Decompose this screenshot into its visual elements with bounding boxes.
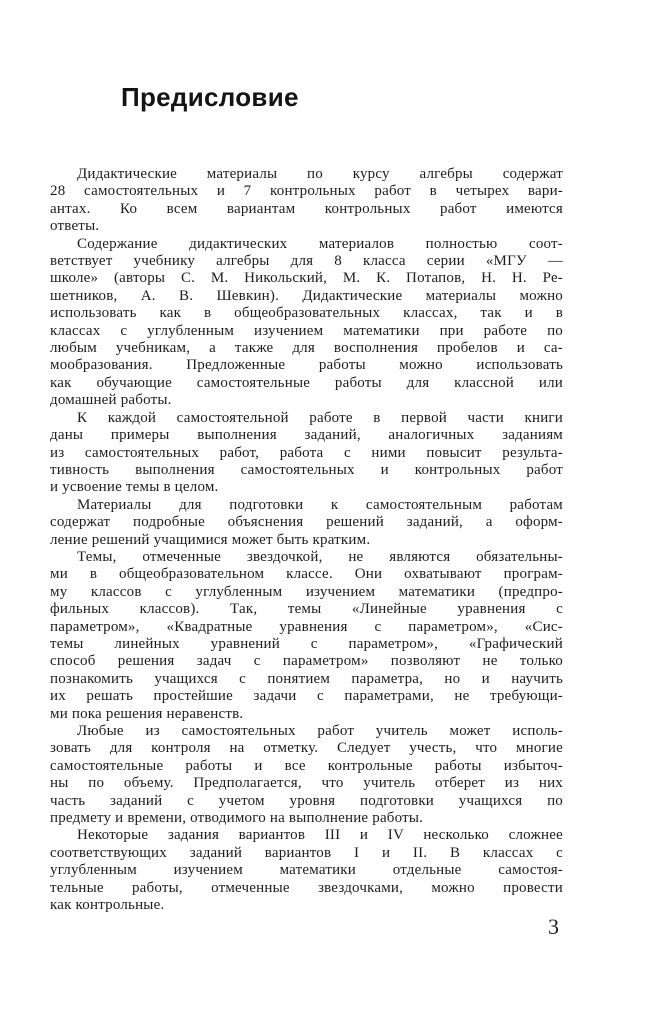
text-line: ны по объему. Предполагается, что учитель отберет из них [50, 775, 563, 792]
text-line: самостоятельные работы и все контрольные работы избыточ- [50, 757, 563, 774]
page-number: 3 [548, 914, 559, 939]
paragraph [50, 166, 563, 236]
text-line: домашней работы. [50, 392, 172, 409]
text-line: ление решений учащимися может быть кратким. [50, 531, 371, 548]
text-line: фильных классов). Так, темы «Линейные уравнения с [50, 601, 563, 618]
text-line: ветствует учебнику алгебры для 8 класса серии «МГУ — [50, 253, 563, 270]
body-text [50, 166, 563, 914]
text-line: 28 самостоятельных и 7 контрольных работ в четырех вари- [50, 183, 563, 200]
text-line: ми пока решения неравенств. [50, 705, 244, 722]
text-line: Дидактические материалы по курсу алгебры содержат [77, 166, 563, 182]
text-line: тивность выполнения самостоятельных и контрольных работ [50, 461, 563, 478]
paragraph [50, 497, 563, 549]
text-line: ми в общеобразовательном классе. Они охватывают програм- [50, 566, 563, 583]
paragraph [50, 827, 563, 914]
text-line: предмету и времени, отводимого на выполнение работы. [50, 810, 424, 827]
text-line: даны примеры выполнения заданий, аналогичных заданиям [50, 427, 563, 444]
text-line: шетников, А. В. Шевкин). Дидактические материалы можно [50, 287, 563, 304]
text-line: антах. Ко всем вариантам контрольных работ имеются [50, 200, 563, 217]
text-line: мообразования. Предложенные работы можно использовать [50, 357, 563, 374]
text-line: их решать простейшие задачи с параметрами, не требующи- [50, 688, 563, 705]
paragraph [50, 410, 563, 497]
text-line: Материалы для подготовки к самостоятельным работам [77, 496, 563, 513]
text-line: и усвоение темы в целом. [50, 479, 219, 496]
text-line: тельные работы, отмеченные звездочками, можно провести [50, 879, 563, 896]
text-line: содержат подробные объяснения решений заданий, а оформ- [50, 514, 563, 531]
text-line: познакомить учащихся с понятием параметра, но и научить [50, 670, 563, 687]
text-line: как обучающие самостоятельные работы для классной или [50, 374, 563, 391]
text-line: углубленным изучением математики отдельные самостоя- [50, 862, 563, 879]
text-line: школе» (авторы С. М. Никольский, М. К. Потапов, Н. Н. Ре- [50, 270, 563, 287]
text-line: соответствующих заданий вариантов I и II. В классах с [50, 844, 563, 861]
text-line: Любые из самостоятельных работ учитель может исполь- [77, 723, 563, 739]
paragraph [50, 549, 563, 723]
text-line: параметром», «Квадратные уравнения с параметром», «Сис- [50, 618, 563, 635]
page-title: Предисловие [121, 82, 299, 112]
text-line: К каждой самостоятельной работе в первой части книги [77, 409, 563, 426]
text-line: Содержание дидактических материалов полностью соот- [77, 235, 563, 252]
text-line: использовать как в общеобразовательных классах, так и в [50, 305, 563, 322]
text-line: часть заданий с учетом уровня подготовки учащихся по [50, 792, 563, 809]
text-line: классах с углубленным изучением математики при работе по [50, 322, 563, 339]
text-line: Темы, отмеченные звездочкой, не являются обязательны- [77, 548, 563, 565]
paragraph [50, 723, 563, 827]
text-line: му классов с углубленным изучением математики (предпро- [50, 583, 563, 600]
text-line: зовать для контроля на отметку. Следует учесть, что многие [50, 740, 563, 757]
paragraph [50, 236, 563, 410]
text-line: любым учебникам, а также для восполнения пробелов и са- [50, 340, 563, 357]
text-line: способ решения задач с параметром» позволяют не только [50, 653, 563, 670]
text-line: как контрольные. [50, 897, 165, 914]
text-line: Некоторые задания вариантов III и IV несколько сложнее [77, 827, 563, 844]
text-line: ответы. [50, 218, 100, 235]
text-line: темы линейных уравнений с параметром», «Графический [50, 635, 563, 652]
text-line: из самостоятельных работ, работа с ними повысит результа- [50, 444, 563, 461]
